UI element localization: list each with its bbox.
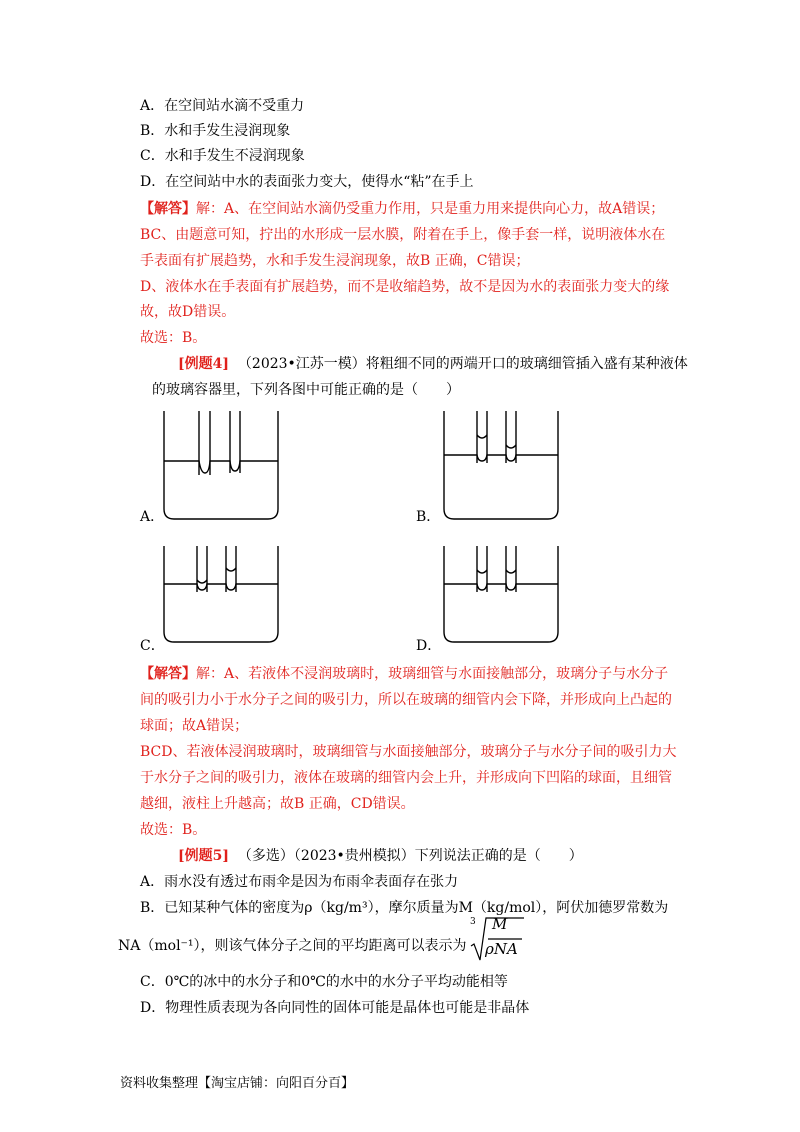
answer-line: BCD、若液体浸润玻璃时，玻璃细管与水面接触部分，玻璃分子与水分子间的吸引力大 [140,744,677,760]
figure-label-d: D． [416,638,442,654]
figure-label-c: C． [140,638,165,654]
answer-line: 于水分子之间的吸引力，液体在玻璃的细管内会上升，并形成向下凹陷的球面，且细管 [140,770,672,786]
answer-line [140,199,664,219]
option-a: A．在空间站水滴不受重力 [140,98,305,114]
answer-text: 解：A、若液体不浸润玻璃时，玻璃细管与水面接触部分，玻璃分子与水分子 [196,666,669,682]
option-b: B．水和手发生浸润现象 [140,123,291,139]
answer-choice: 故选：B。 [140,822,207,838]
answer-line: 越细，液柱上升越高；故B 正确，CD错误。 [140,796,415,812]
formula-denominator: ρNA [485,940,518,958]
answer-line: 手表面有扩展趋势，水和手发生浸润现象，故B 正确，C错误； [140,253,530,269]
q5-option-b-cont: NA（mol⁻¹），则该气体分子之间的平均距离可以表示为 [118,938,467,954]
option-c: C．水和手发生不浸润现象 [140,148,305,164]
figure-a [160,405,282,523]
figure-d [440,540,562,646]
answer-tag: 【解答】 [140,201,196,217]
answer-line: 间的吸引力小于水分子之间的吸引力，所以在玻璃的细管内会下降，并形成向上凸起的 [140,692,672,708]
footer-note: 资料收集整理【淘宝店铺：向阳百分百】 [120,1076,355,1091]
q5-option-d: D．物理性质表现为各向同性的固体可能是晶体也可能是非晶体 [140,1000,530,1016]
question-label: [例题5] [178,848,229,864]
answer-choice: 故选：B。 [140,330,207,346]
question-source: （2023•江苏一模）将粗细不同的两端开口的玻璃细管插入盛有某种液体 [237,356,688,372]
answer-line [140,664,668,684]
answer-line: BC、由题意可知，拧出的水形成一层水膜，附着在手上，像手套一样，说明液体水在 [140,227,666,243]
figure-label-a: A． [140,509,165,525]
question-source: （多选）（2023•贵州模拟）下列说法正确的是（ ） [237,848,583,864]
answer-text: 解：A、在空间站水滴仍受重力作用，只是重力用来提供向心力，故A错误； [196,201,665,217]
formula-root-index: 3 [470,917,476,927]
answer-line: D、液体水在手表面有扩展趋势，而不是收缩趋势，故不是因为水的表面张力变大的缘 [140,279,670,295]
q5-option-c: C．0℃的冰中的水分子和0℃的水中的水分子平均动能相等 [140,974,508,990]
question-5-stem [178,846,583,866]
answer-tag: 【解答】 [140,666,196,682]
figure-b [440,405,562,523]
question-4-stem-line2: 的玻璃容器里，下列各图中可能正确的是（ ） [152,382,460,398]
q5-option-b: B．已知某种气体的密度为ρ（kg/m³），摩尔质量为M（kg/mol），阿伏加德罗常数为 [140,900,669,916]
option-d: D．在空间站中水的表面张力变大，使得水“粘”在手上 [140,174,474,190]
question-label: [例题4] [178,356,229,372]
figure-c [160,540,282,646]
q5-option-a: A．雨水没有透过布雨伞是因为布雨伞表面存在张力 [140,874,459,890]
answer-line: 故，故D错误。 [140,304,236,320]
answer-line: 球面；故A错误； [140,718,249,734]
question-4-stem [178,354,688,374]
formula-numerator: M [492,915,508,933]
figure-label-b: B． [416,509,441,525]
